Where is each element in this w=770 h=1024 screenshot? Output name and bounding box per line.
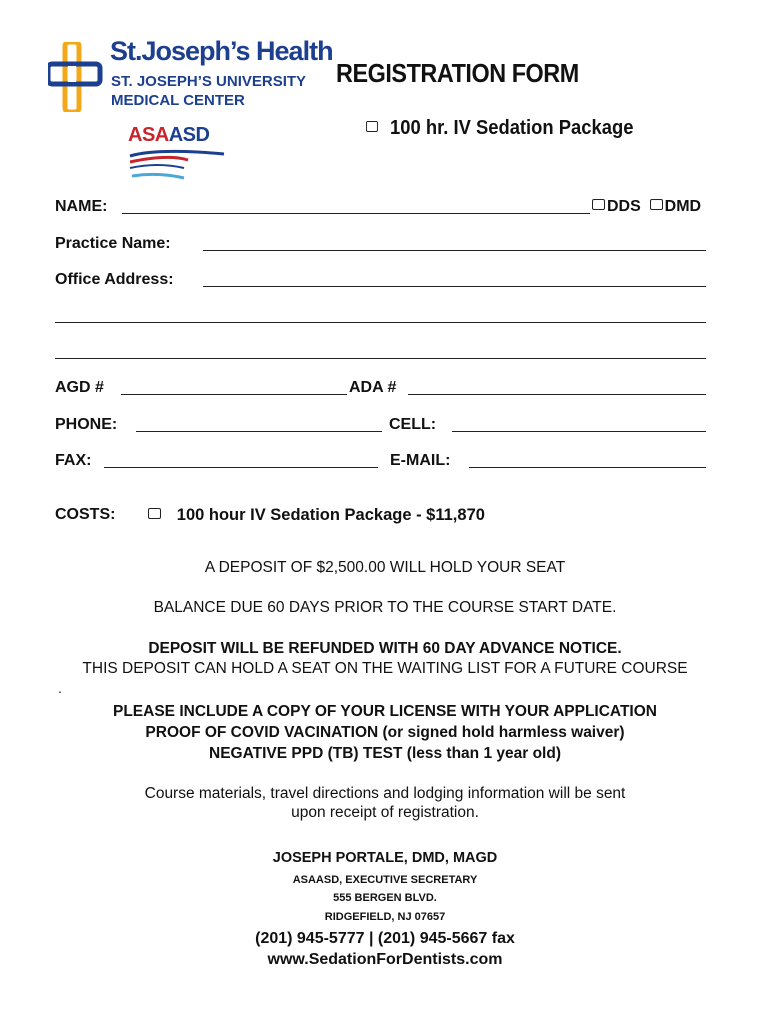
- logo-subtitle-1: ST. JOSEPH’S UNIVERSITY: [111, 73, 307, 90]
- office-address-line-2[interactable]: [55, 322, 706, 323]
- costs-option: [148, 506, 485, 525]
- agd-label: AGD #: [55, 379, 104, 396]
- cell-field[interactable]: [452, 431, 706, 432]
- logo-subtitle-2: MEDICAL CENTER: [111, 92, 245, 109]
- costs-checkbox[interactable]: [148, 508, 161, 519]
- name-label: NAME:: [55, 198, 108, 215]
- costs-label: COSTS:: [55, 506, 116, 523]
- phone-label: PHONE:: [55, 416, 118, 433]
- practice-name-field[interactable]: [203, 250, 706, 251]
- dds-checkbox[interactable]: [592, 199, 605, 210]
- agd-field[interactable]: [121, 394, 347, 395]
- balance-text: BALANCE DUE 60 DAYS PRIOR TO THE COURSE START DATE.: [153, 599, 617, 616]
- practice-name-label: Practice Name:: [55, 235, 171, 252]
- package-option-label: 100 hr. IV Sedation Package: [390, 117, 634, 139]
- cell-label: CELL:: [389, 416, 437, 433]
- name-field[interactable]: [122, 213, 590, 214]
- ppd-text: NEGATIVE PPD (TB) TEST (less than 1 year old): [209, 745, 561, 762]
- email-field[interactable]: [469, 467, 706, 468]
- asaasd-swoosh-icon: [128, 148, 228, 184]
- contact-role: ASAASD, EXECUTIVE SECRETARY: [292, 874, 478, 886]
- deposit-text: A DEPOSIT OF $2,500.00 WILL HOLD YOUR SEAT: [204, 559, 566, 576]
- package-option: [366, 117, 633, 140]
- degree-options: [592, 198, 701, 216]
- refund-text: DEPOSIT WILL BE REFUNDED WITH 60 DAY ADVANCE NOTICE.: [148, 640, 622, 657]
- phone-field[interactable]: [136, 431, 382, 432]
- waitlist-dot: .: [58, 680, 62, 696]
- dds-label: DDS: [607, 198, 641, 215]
- form-title: REGISTRATION FORM: [336, 58, 579, 88]
- office-address-line-3[interactable]: [55, 358, 706, 359]
- contact-street: 555 BERGEN BLVD.: [333, 892, 437, 904]
- waitlist-text: THIS DEPOSIT CAN HOLD A SEAT ON THE WAITING LIST FOR A FUTURE COURSE: [82, 660, 688, 677]
- contact-phones: (201) 945-5777 | (201) 945-5667 fax: [255, 930, 515, 947]
- dmd-checkbox[interactable]: [650, 199, 663, 210]
- covid-text: PROOF OF COVID VACINATION (or signed hold harmless waiver): [145, 724, 625, 741]
- license-text: PLEASE INCLUDE A COPY OF YOUR LICENSE WITH YOUR APPLICATION: [113, 703, 657, 720]
- office-address-field[interactable]: [203, 286, 706, 287]
- dmd-label: DMD: [664, 198, 702, 215]
- contact-city: RIDGEFIELD, NJ 07657: [324, 911, 446, 923]
- office-address-label: Office Address:: [55, 271, 174, 288]
- asaasd-logo: ASAASD: [128, 124, 228, 184]
- ada-field[interactable]: [408, 394, 706, 395]
- package-checkbox[interactable]: [366, 121, 378, 132]
- contact-website[interactable]: www.SedationForDentists.com: [267, 951, 503, 968]
- contact-name: JOSEPH PORTALE, DMD, MAGD: [272, 850, 498, 866]
- materials-text-1: Course materials, travel directions and lodging information will be sent: [144, 785, 626, 802]
- st-josephs-cross-logo-icon: [48, 42, 104, 112]
- fax-field[interactable]: [104, 467, 378, 468]
- ada-label: ADA #: [349, 379, 397, 396]
- materials-text-2: upon receipt of registration.: [291, 804, 479, 821]
- logo-title: St.Joseph’s Health: [110, 36, 333, 66]
- fax-label: FAX:: [55, 452, 92, 469]
- email-label: E-MAIL:: [390, 452, 451, 469]
- costs-option-label: 100 hour IV Sedation Package - $11,870: [176, 506, 485, 524]
